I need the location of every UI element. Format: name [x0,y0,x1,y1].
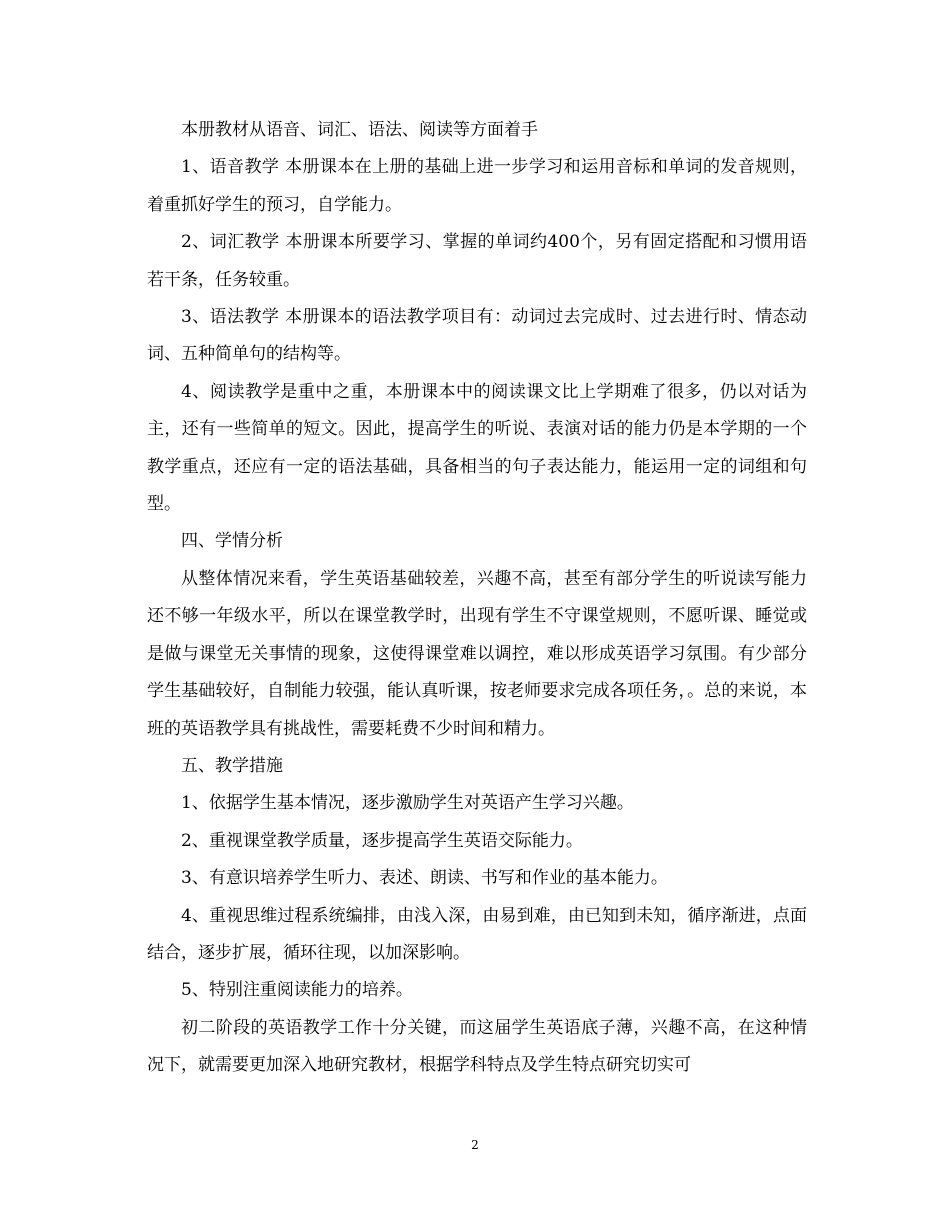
list-item-measure-3: 3、有意识培养学生听力、表述、朗读、书写和作业的基本能力。 [181,868,668,889]
list-item-measure-2: 2、重视课堂教学质量，逐步提高学生英语交际能力。 [181,830,583,851]
section-heading-teaching-measures: 五、教学措施 [181,755,283,776]
paragraph-student-analysis: 从整体情况来看，学生英语基础较差，兴趣不高，甚至有部分学生的听说读写能力还不够一年级水平，所以在课堂教学时，出现有学生不守课堂规则，不愿听课、睡觉或是做与课堂无关事情的现象，这使得课堂难以调控，难以形成英语学习氛围。有少部分学生基础较好，自制能力较强，能认真听课，按老师要求完成各项任务，。总的来说，本班的英语教学具有挑战性，需要耗费不少时间和精力。 [147,568,807,739]
list-item-measure-1: 1、依据学生基本情况，逐步激励学生对英语产生学习兴趣。 [181,793,634,814]
paragraph-intro: 本册教材从语音、词汇、语法、阅读等方面着手 [181,120,538,140]
list-item-measure-4: 4、重视思维过程系统编排，由浅入深，由易到难，由已知到未知，循序渐进，点面结合，逐步扩展，循环往现，以加深影响。 [147,905,807,963]
paragraph-conclusion: 初二阶段的英语教学工作十分关键，而这届学生英语底子薄，兴趣不高，在这种情况下，就需要更加深入地研究教材，根据学科特点及学生特点研究切实可 [147,1017,807,1076]
document-body [147,112,807,1085]
paragraph-reading: 4、阅读教学是重中之重，本册课本中的阅读课文比上学期难了很多，仍以对话为主，还有一些简单的短文。因此，提高学生的听说、表演对话的能力仍是本学期的一个教学重点，还应有一定的语法基础，具备相当的句子表达能力，能运用一定的词组和句型。 [147,381,807,515]
page-number: 2 [471,1138,479,1152]
section-heading-student-analysis: 四、学情分析 [181,531,283,552]
paragraph-grammar: 3、语法教学 本册课本的语法教学项目有：动词过去完成时、过去进行时、情态动词、五种简单句的结构等。 [147,307,807,365]
paragraph-vocabulary: 2、词汇教学 本册课本所要学习、掌握的单词约400个，另有固定搭配和习惯用语若干条，任务较重。 [147,232,807,290]
list-item-measure-5: 5、特别注重阅读能力的培养。 [181,980,413,1001]
paragraph-phonetics: 1、语音教学 本册课本在上册的基础上进一步学习和运用音标和单词的发音规则，着重抓好学生的预习，自学能力。 [147,157,807,215]
